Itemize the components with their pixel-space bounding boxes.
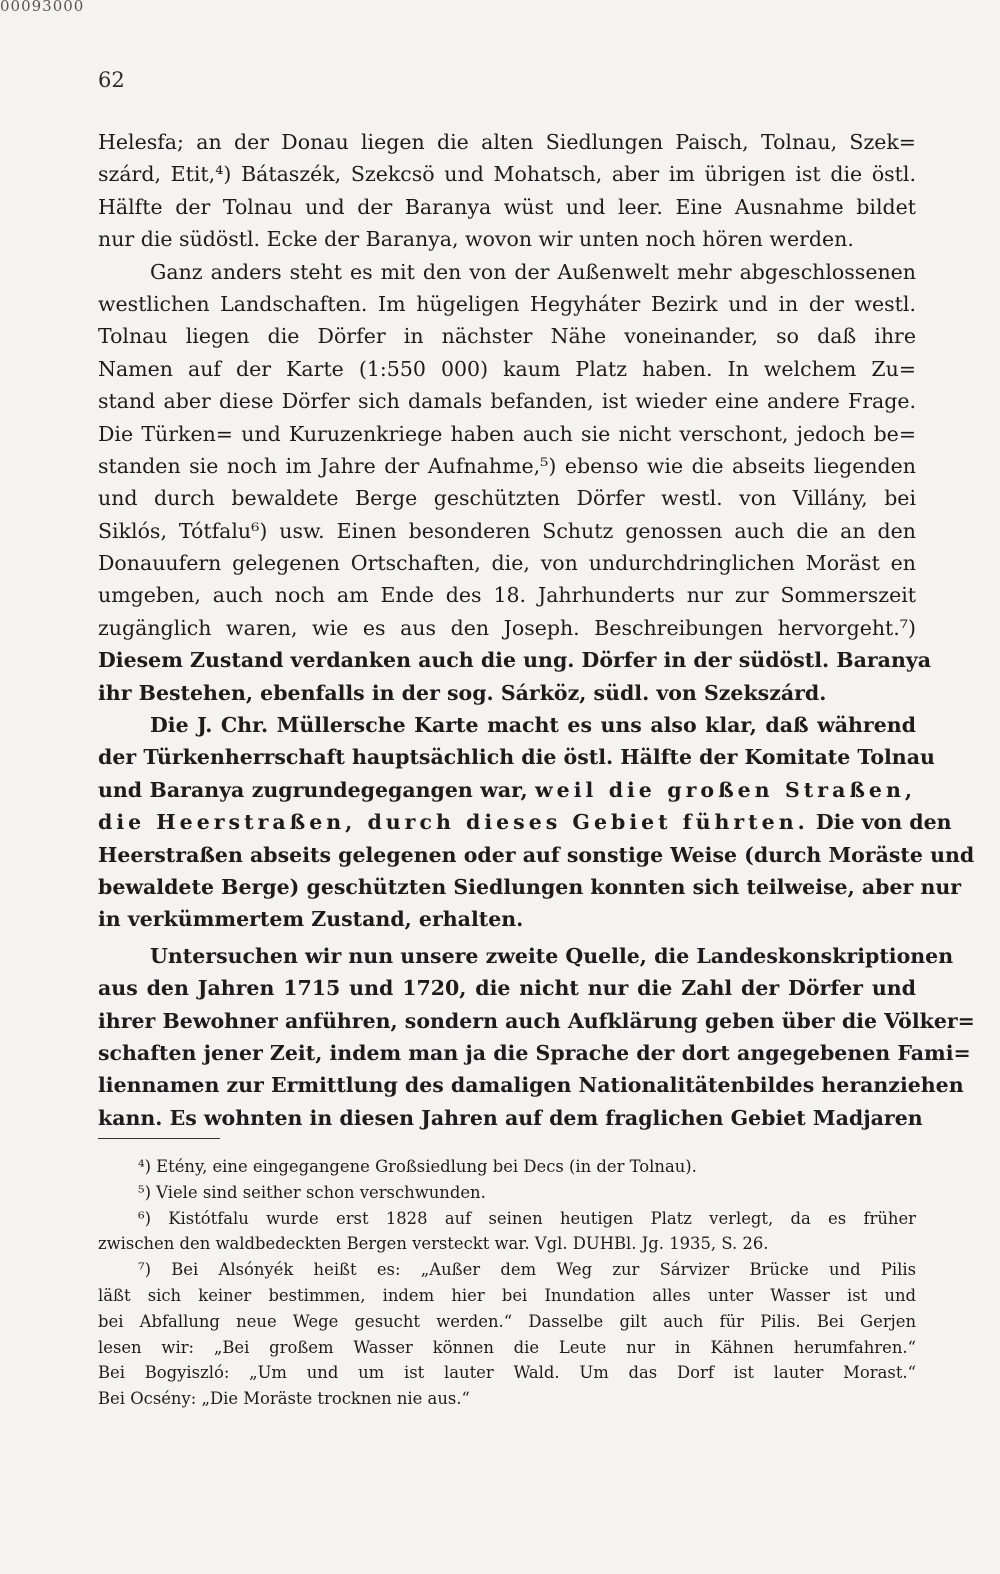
- emphasis-text: weil die großen Straßen,: [535, 777, 917, 802]
- text-line: [98, 774, 916, 806]
- footnote-4: ⁴) Etény, eine eingegangene Großsiedlung bei Decs (in der Tolnau).: [138, 1157, 697, 1176]
- text-line: schaften jener Zeit, indem man ja die Sprache der dort angegebenen Fami=: [98, 1040, 971, 1065]
- text-line: westlichen Landschaften. Im hügeligen Hegyháter Bezirk und in der westl.: [98, 291, 916, 316]
- paragraph-4: [98, 940, 975, 1134]
- footnotes: [98, 1154, 916, 1412]
- text-line: Hälfte der Tolnau und der Baranya wüst und leer. Eine Ausnahme bildet: [98, 194, 916, 219]
- text-line: Ganz anders steht es mit den von der Außenwelt mehr abgeschlossenen: [150, 259, 916, 284]
- text-line: ihr Bestehen, ebenfalls in der sog. Sárköz, südl. von Szekszárd.: [98, 680, 827, 705]
- text-line: Siklós, Tótfalu⁶) usw. Einen besonderen Schutz genossen auch die an den: [98, 518, 916, 543]
- paragraph-2: [98, 256, 932, 709]
- text-line: Untersuchen wir nun unsere zweite Quelle, die Landeskonskriptionen: [150, 943, 954, 968]
- text-line: Helesfa; an der Donau liegen die alten Siedlungen Paisch, Tolnau, Szek=: [98, 130, 916, 154]
- footnote-7-cont: lesen wir: „Bei großem Wasser können die Leute nur in Kähnen herumfahren.“: [98, 1337, 916, 1357]
- footnote-7-cont: läßt sich keiner bestimmen, indem hier bei Inundation alles unter Wasser ist und: [98, 1285, 916, 1305]
- text-segment: und Baranya zugrundegegangen war,: [98, 777, 528, 802]
- text-line: standen sie noch im Jahre der Aufnahme,⁵) ebenso wie die abseits liegenden: [98, 453, 916, 478]
- text-line: szárd, Etit,⁴) Bátaszék, Szekcsö und Mohatsch, aber im übrigen ist die östl.: [98, 162, 916, 187]
- text-line: der Türkenherrschaft hauptsächlich die östl. Hälfte der Komitate Tolnau: [98, 745, 935, 770]
- text-line: in verkümmertem Zustand, erhalten.: [98, 907, 524, 932]
- text-line: und durch bewaldete Berge geschützten Dörfer westl. von Villány, bei: [98, 486, 916, 511]
- footnote-7-cont: Bei Bogyiszló: „Um und um ist lauter Wald. Um das Dorf ist lauter Morast.“: [98, 1363, 916, 1383]
- text-line: bewaldete Berge) geschützten Siedlungen konnten sich teilweise, aber nur: [98, 874, 962, 899]
- text-line: kann. Es wohnten in diesen Jahren auf dem fraglichen Gebiet Madjaren: [98, 1105, 923, 1130]
- emphasis-text: die Heerstraßen, durch dieses Gebiet führten.: [98, 810, 809, 835]
- text-line: Namen auf der Karte (1:550 000) kaum Platz haben. In welchem Zu=: [98, 356, 916, 381]
- text-line: [98, 806, 952, 838]
- page-number: 62: [98, 68, 125, 92]
- text-segment: Die von den: [808, 810, 952, 835]
- archive-mark: 00093000: [0, 0, 85, 15]
- paragraph-3: [98, 709, 975, 936]
- text-line: Die Türken= und Kuruzenkriege haben auch sie nicht verschont, jedoch be=: [98, 421, 916, 446]
- text-line: ihrer Bewohner anführen, sondern auch Aufklärung geben über die Völker=: [98, 1008, 975, 1033]
- text-line: Diesem Zustand verdanken auch die ung. Dörfer in der südöstl. Baranya: [98, 648, 932, 673]
- text-line: nur die südöstl. Ecke der Baranya, wovon wir unten noch hören werden.: [98, 227, 854, 252]
- text-line: liennamen zur Ermittlung des damaligen Nationalitätenbildes heranziehen: [98, 1073, 964, 1098]
- main-text: [98, 126, 975, 1134]
- footnote-7-cont: Bei Ocsény: „Die Moräste trocknen nie aus.“: [98, 1389, 470, 1409]
- footnote-6-cont: zwischen den waldbedeckten Bergen versteckt war. Vgl. DUHBl. Jg. 1935, S. 26.: [98, 1234, 769, 1254]
- text-line: zugänglich waren, wie es aus den Joseph. Beschreibungen hervorgeht.⁷): [98, 615, 916, 640]
- text-line: umgeben, auch noch am Ende des 18. Jahrhunderts nur zur Sommerszeit: [98, 583, 916, 608]
- text-line: stand aber diese Dörfer sich damals befanden, ist wieder eine andere Frage.: [98, 389, 916, 414]
- text-line: Tolnau liegen die Dörfer in nächster Nähe voneinander, so daß ihre: [98, 324, 916, 349]
- footnote-7: ⁷) Bei Alsónyék heißt es: „Außer dem Weg zur Sárvizer Brücke und Pilis: [138, 1260, 916, 1280]
- footnote-7-cont: bei Abfallung neue Wege gesucht werden.“ Dasselbe gilt auch für Pilis. Bei Gerjen: [98, 1311, 916, 1331]
- text-line: Heerstraßen abseits gelegenen oder auf sonstige Weise (durch Moräste und: [98, 842, 975, 867]
- paragraph-1: [98, 126, 916, 256]
- text-line: Donauufern gelegenen Ortschaften, die, von undurchdringlichen Moräst en: [98, 551, 916, 576]
- footnote-5: ⁵) Viele sind seither schon verschwunden.: [138, 1182, 486, 1202]
- footnote-6: ⁶) Kistótfalu wurde erst 1828 auf seinen heutigen Platz verlegt, da es früher: [138, 1208, 916, 1228]
- text-line: aus den Jahren 1715 und 1720, die nicht nur die Zahl der Dörfer und: [98, 976, 916, 1001]
- footnote-divider: [98, 1138, 220, 1139]
- text-line: Die J. Chr. Müllersche Karte macht es uns also klar, daß während: [150, 713, 916, 738]
